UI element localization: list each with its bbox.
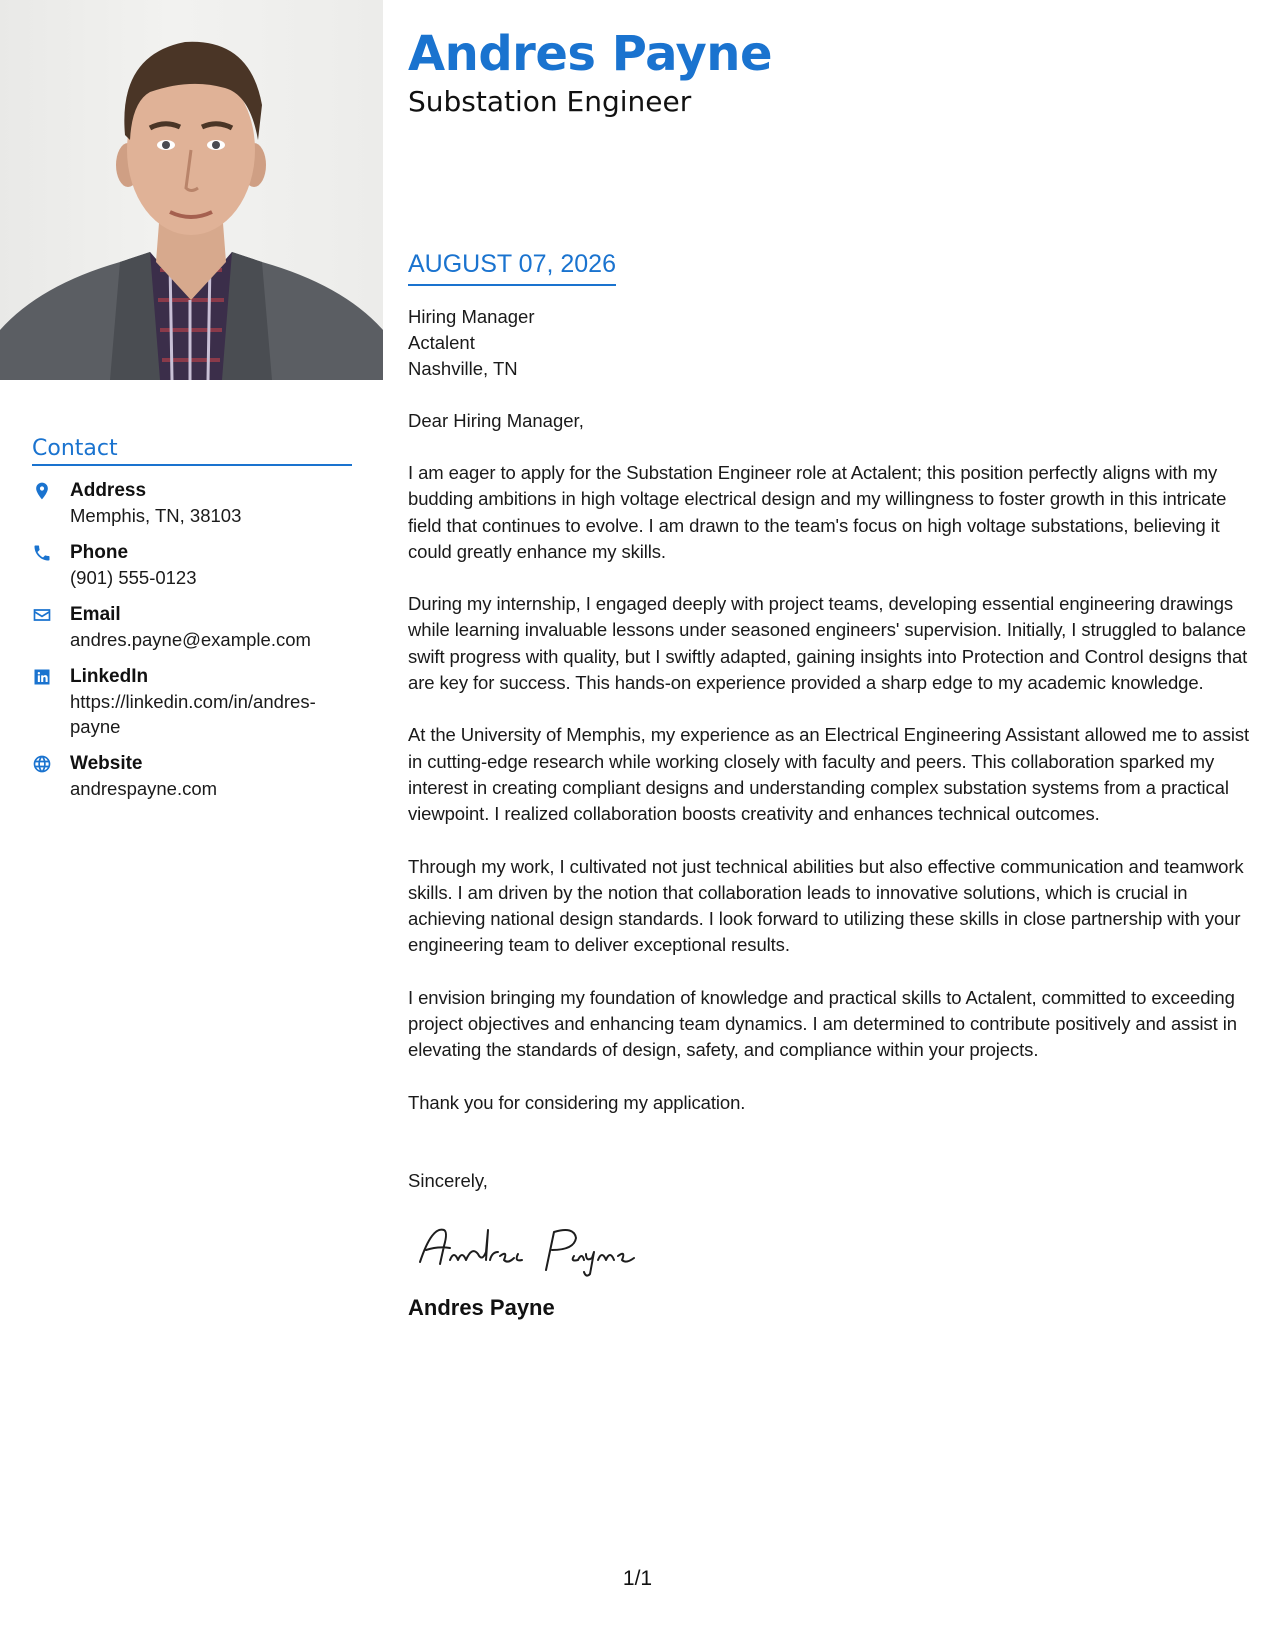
recipient-location: Nashville, TN [408, 358, 518, 379]
contact-label: Phone [70, 542, 129, 563]
contact-item-address [32, 478, 352, 528]
paragraph: I am eager to apply for the Substation Engineer role at Actalent; this position perfectly aligns with my budding ambitions in high voltage electrical design and my willingness to foster growth in this intricate field that continues to evolve. I am drawn to the team's focus on high voltage substations, believing it could greatly enhance my skills. [408, 462, 1227, 562]
letter-date: AUGUST 07, 2026 [408, 248, 616, 286]
location-pin-icon [32, 478, 70, 501]
paragraph: I envision bringing my foundation of knowledge and practical skills to Actalent, committed to exceeding project objectives and enhancing team dynamics. I am determined to contribute positively and assist in elevating the standards of design, safety, and compliance within your projects. [408, 986, 1237, 1061]
contact-label: LinkedIn [70, 666, 149, 687]
applicant-role: Substation Engineer [408, 85, 692, 118]
greeting: Dear Hiring Manager, [408, 410, 584, 431]
contact-value[interactable]: https://linkedin.com/in/andres-payne [70, 691, 316, 737]
contact-label: Address [70, 480, 147, 501]
contact-item-linkedin [32, 664, 352, 739]
contact-label: Email [70, 604, 121, 625]
letter-header [408, 24, 1238, 120]
profile-photo [0, 0, 383, 380]
applicant-name: Andres Payne [408, 26, 773, 82]
email-icon [32, 602, 70, 625]
contact-value: (901) 555-0123 [70, 567, 197, 588]
contact-item-website [32, 751, 352, 801]
contact-value: Memphis, TN, 38103 [70, 505, 242, 526]
contact-label: Website [70, 753, 143, 774]
recipient-title: Hiring Manager [408, 306, 535, 327]
paragraph: Through my work, I cultivated not just technical abilities but also effective communication and teamwork skills. I am driven by the notion that collaboration leads to innovative solutions, which is crucial in achieving national design standards. I look forward to utilizing these skills in close partnership with your engineering team to deliver exceptional results. [408, 855, 1244, 956]
contact-value[interactable]: andres.payne@example.com [70, 629, 311, 650]
signature-image [414, 1216, 1253, 1282]
closing: Sincerely, [408, 1169, 488, 1191]
portrait-photo-icon [0, 0, 383, 380]
contact-item-email [32, 602, 352, 652]
letter-body [408, 248, 1253, 1322]
paragraph: At the University of Memphis, my experience as an Electrical Engineering Assistant allowed me to assist in cutting-edge research while working closely with faculty and peers. This collaboration sparked my interest in creating compliant designs and understanding complex substation systems from a practical viewpoint. I realized collaboration boosts creativity and enhances technical outcomes. [408, 724, 1250, 825]
paragraph: During my internship, I engaged deeply with project teams, developing essential engineering drawings while learning invaluable lessons under seasoned engineers' supervision. Initially, I struggled to balance swift progress with quality, but I swiftly adapted, gaining insights into Protection and Control designs that are key for success. This hands-on experience provided a sharp edge to my academic knowledge. [408, 593, 1248, 694]
contact-list [32, 478, 352, 801]
contact-item-phone [32, 540, 352, 590]
contact-value[interactable]: andrespayne.com [70, 778, 218, 799]
signature-icon [414, 1216, 654, 1282]
recipient-block [408, 304, 1253, 382]
page-number: 1/1 [622, 1567, 653, 1590]
linkedin-icon [32, 664, 70, 687]
recipient-company: Actalent [408, 332, 475, 353]
phone-icon [32, 540, 70, 563]
contact-heading: Contact [32, 436, 352, 466]
signer-name: Andres Payne [408, 1294, 555, 1320]
globe-icon [32, 751, 70, 774]
paragraph: Thank you for considering my application. [408, 1091, 746, 1113]
contact-sidebar [32, 436, 352, 813]
